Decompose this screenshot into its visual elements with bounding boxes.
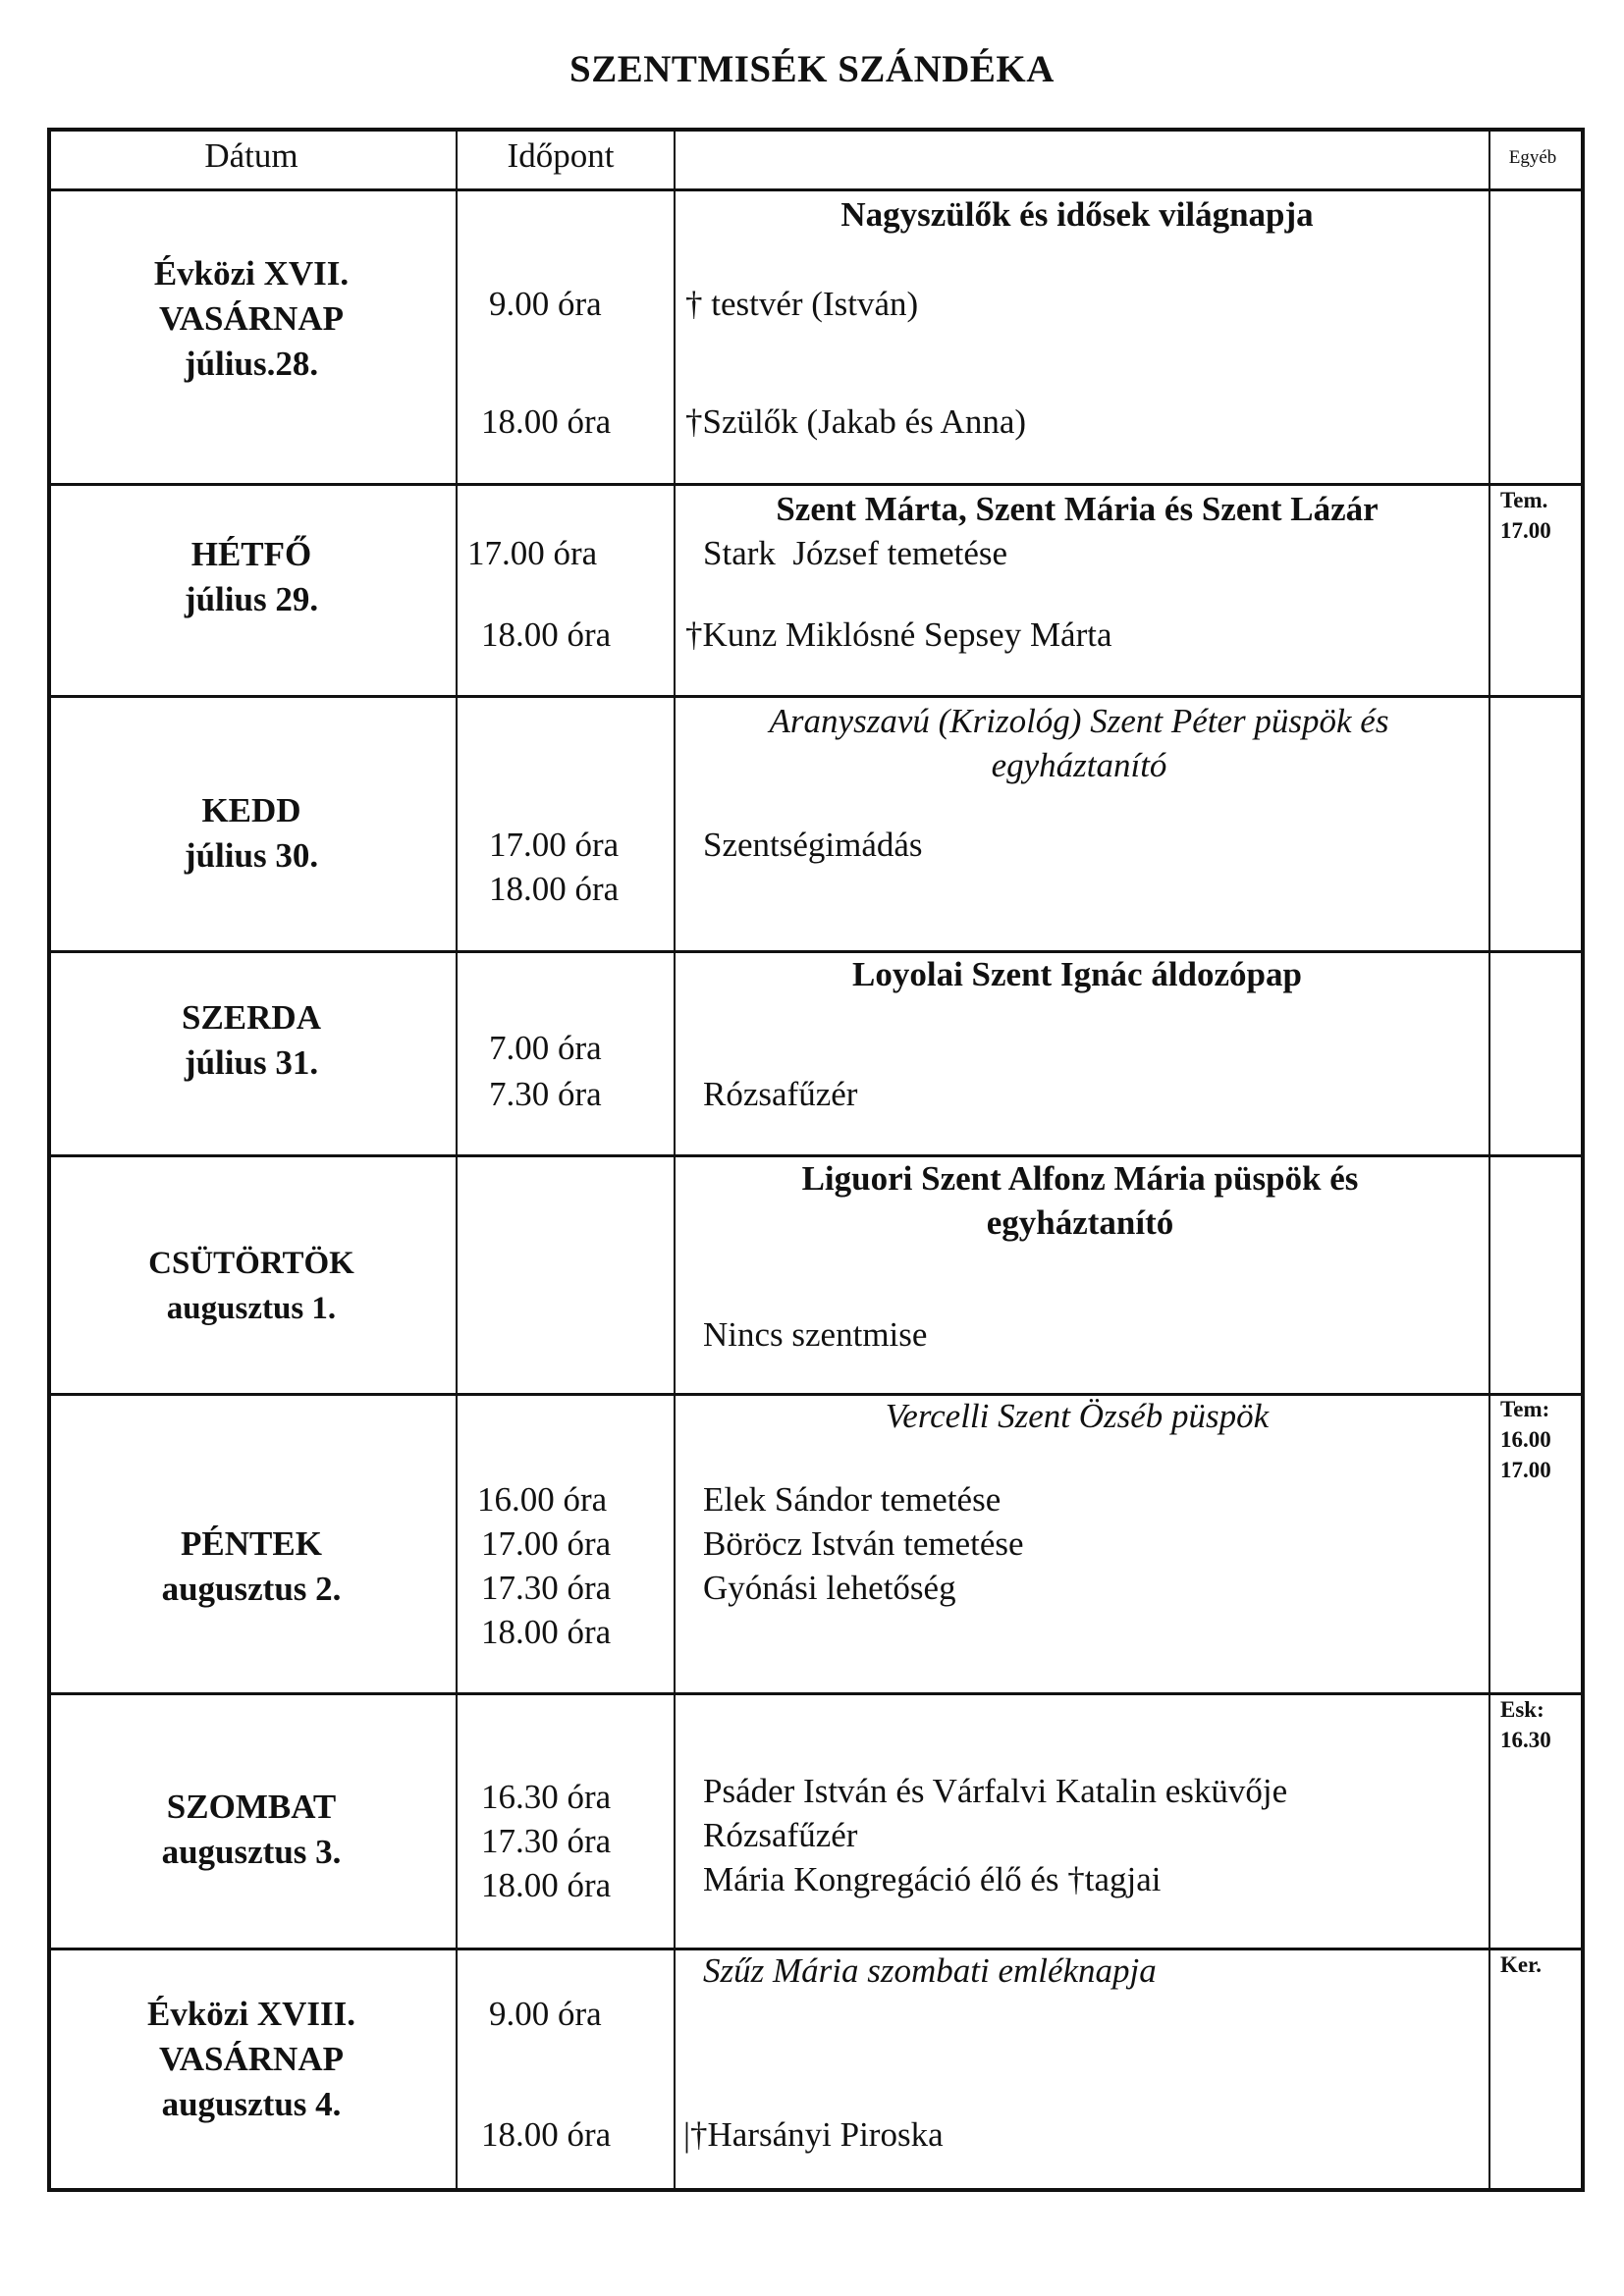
row-divider bbox=[51, 695, 1581, 698]
mass-intention: Szentségimádás bbox=[703, 826, 923, 864]
row-date: PÉNTEK augusztus 2. bbox=[161, 1524, 342, 1608]
row-date: CSÜTÖRTÖK augusztus 1. bbox=[148, 1246, 354, 1326]
mass-intention: |†Harsányi Piroska bbox=[683, 2115, 944, 2154]
column-divider bbox=[456, 132, 458, 2188]
mass-intention: Mária Kongregáció élő és †tagjai bbox=[703, 1860, 1162, 1898]
mass-time: 9.00 óra bbox=[489, 1995, 602, 2033]
mass-time: 17.00 óra bbox=[467, 534, 598, 572]
feast-title: Loyolai Szent Ignác áldozópap bbox=[852, 955, 1302, 993]
mass-intention: †Szülők (Jakab és Anna) bbox=[685, 402, 1027, 441]
row-divider bbox=[51, 1692, 1581, 1695]
row-date: Évközi XVII. VASÁRNAP július.28. bbox=[153, 254, 350, 383]
feast-title: Szent Márta, Szent Mária és Szent Lázár bbox=[776, 490, 1379, 528]
mass-intention: † testvér (István) bbox=[685, 285, 919, 323]
mass-time: 7.30 óra bbox=[489, 1075, 602, 1113]
mass-intention: Stark József temetése bbox=[703, 534, 1008, 572]
row-divider bbox=[51, 483, 1581, 486]
mass-time: 18.00 óra bbox=[481, 615, 612, 654]
mass-time: 17.00 óra bbox=[481, 1524, 612, 1563]
mass-time: 18.00 óra bbox=[489, 870, 620, 908]
feast-title: Nagyszülők és idősek világnapja bbox=[840, 195, 1314, 234]
mass-intention: Gyónási lehetőség bbox=[703, 1569, 956, 1607]
mass-intention: Psáder István és Várfalvi Katalin esküvője bbox=[703, 1772, 1288, 1810]
row-date: Évközi XVIII. VASÁRNAP augusztus 4. bbox=[147, 1995, 355, 2123]
row-date: SZERDA július 31. bbox=[182, 998, 321, 1082]
row-date: KEDD július 30. bbox=[184, 791, 319, 875]
other-note: Tem. 17.00 bbox=[1500, 488, 1551, 543]
mass-intention: †Kunz Miklósné Sepsey Márta bbox=[685, 615, 1112, 654]
feast-title: Szűz Mária szombati emléknapja bbox=[703, 1951, 1157, 1990]
column-divider bbox=[674, 132, 676, 2188]
page-title: SZENTMISÉK SZÁNDÉKA bbox=[569, 48, 1055, 90]
mass-intention: Rózsafűzér bbox=[703, 1816, 858, 1854]
mass-intention: Elek Sándor temetése bbox=[703, 1480, 1001, 1519]
mass-intention: Rózsafűzér bbox=[703, 1075, 858, 1113]
mass-time: 18.00 óra bbox=[481, 1866, 612, 1904]
mass-time: 17.30 óra bbox=[481, 1822, 612, 1860]
row-date: HÉTFŐ július 29. bbox=[184, 535, 319, 618]
mass-intention: Böröcz István temetése bbox=[703, 1524, 1024, 1563]
header-date: Dátum bbox=[204, 136, 298, 175]
mass-time: 16.00 óra bbox=[477, 1480, 608, 1519]
mass-time: 18.00 óra bbox=[481, 2115, 612, 2154]
mass-time: 18.00 óra bbox=[481, 402, 612, 441]
mass-time: 7.00 óra bbox=[489, 1029, 602, 1067]
feast-title: Vercelli Szent Özséb püspök bbox=[885, 1397, 1270, 1435]
header-other: Egyéb bbox=[1508, 147, 1557, 168]
mass-time: 18.00 óra bbox=[481, 1613, 612, 1651]
other-note: Ker. bbox=[1500, 1952, 1542, 1977]
header-time: Időpont bbox=[507, 136, 615, 175]
row-date: SZOMBAT augusztus 3. bbox=[161, 1788, 342, 1871]
column-divider bbox=[1489, 132, 1490, 2188]
other-note: Tem: 16.00 17.00 bbox=[1500, 1397, 1551, 1482]
other-note: Esk: 16.30 bbox=[1500, 1697, 1551, 1752]
feast-title: Liguori Szent Alfonz Mária püspök és egyháztanító bbox=[801, 1159, 1359, 1242]
feast-title: Aranyszavú (Krizológ) Szent Péter püspök és egyháztanító bbox=[769, 702, 1389, 784]
mass-time: 9.00 óra bbox=[489, 285, 602, 323]
mass-intention: Nincs szentmise bbox=[703, 1315, 928, 1354]
header-divider bbox=[51, 188, 1581, 191]
mass-time: 17.00 óra bbox=[489, 826, 620, 864]
mass-time: 16.30 óra bbox=[481, 1778, 612, 1816]
mass-time: 17.30 óra bbox=[481, 1569, 612, 1607]
